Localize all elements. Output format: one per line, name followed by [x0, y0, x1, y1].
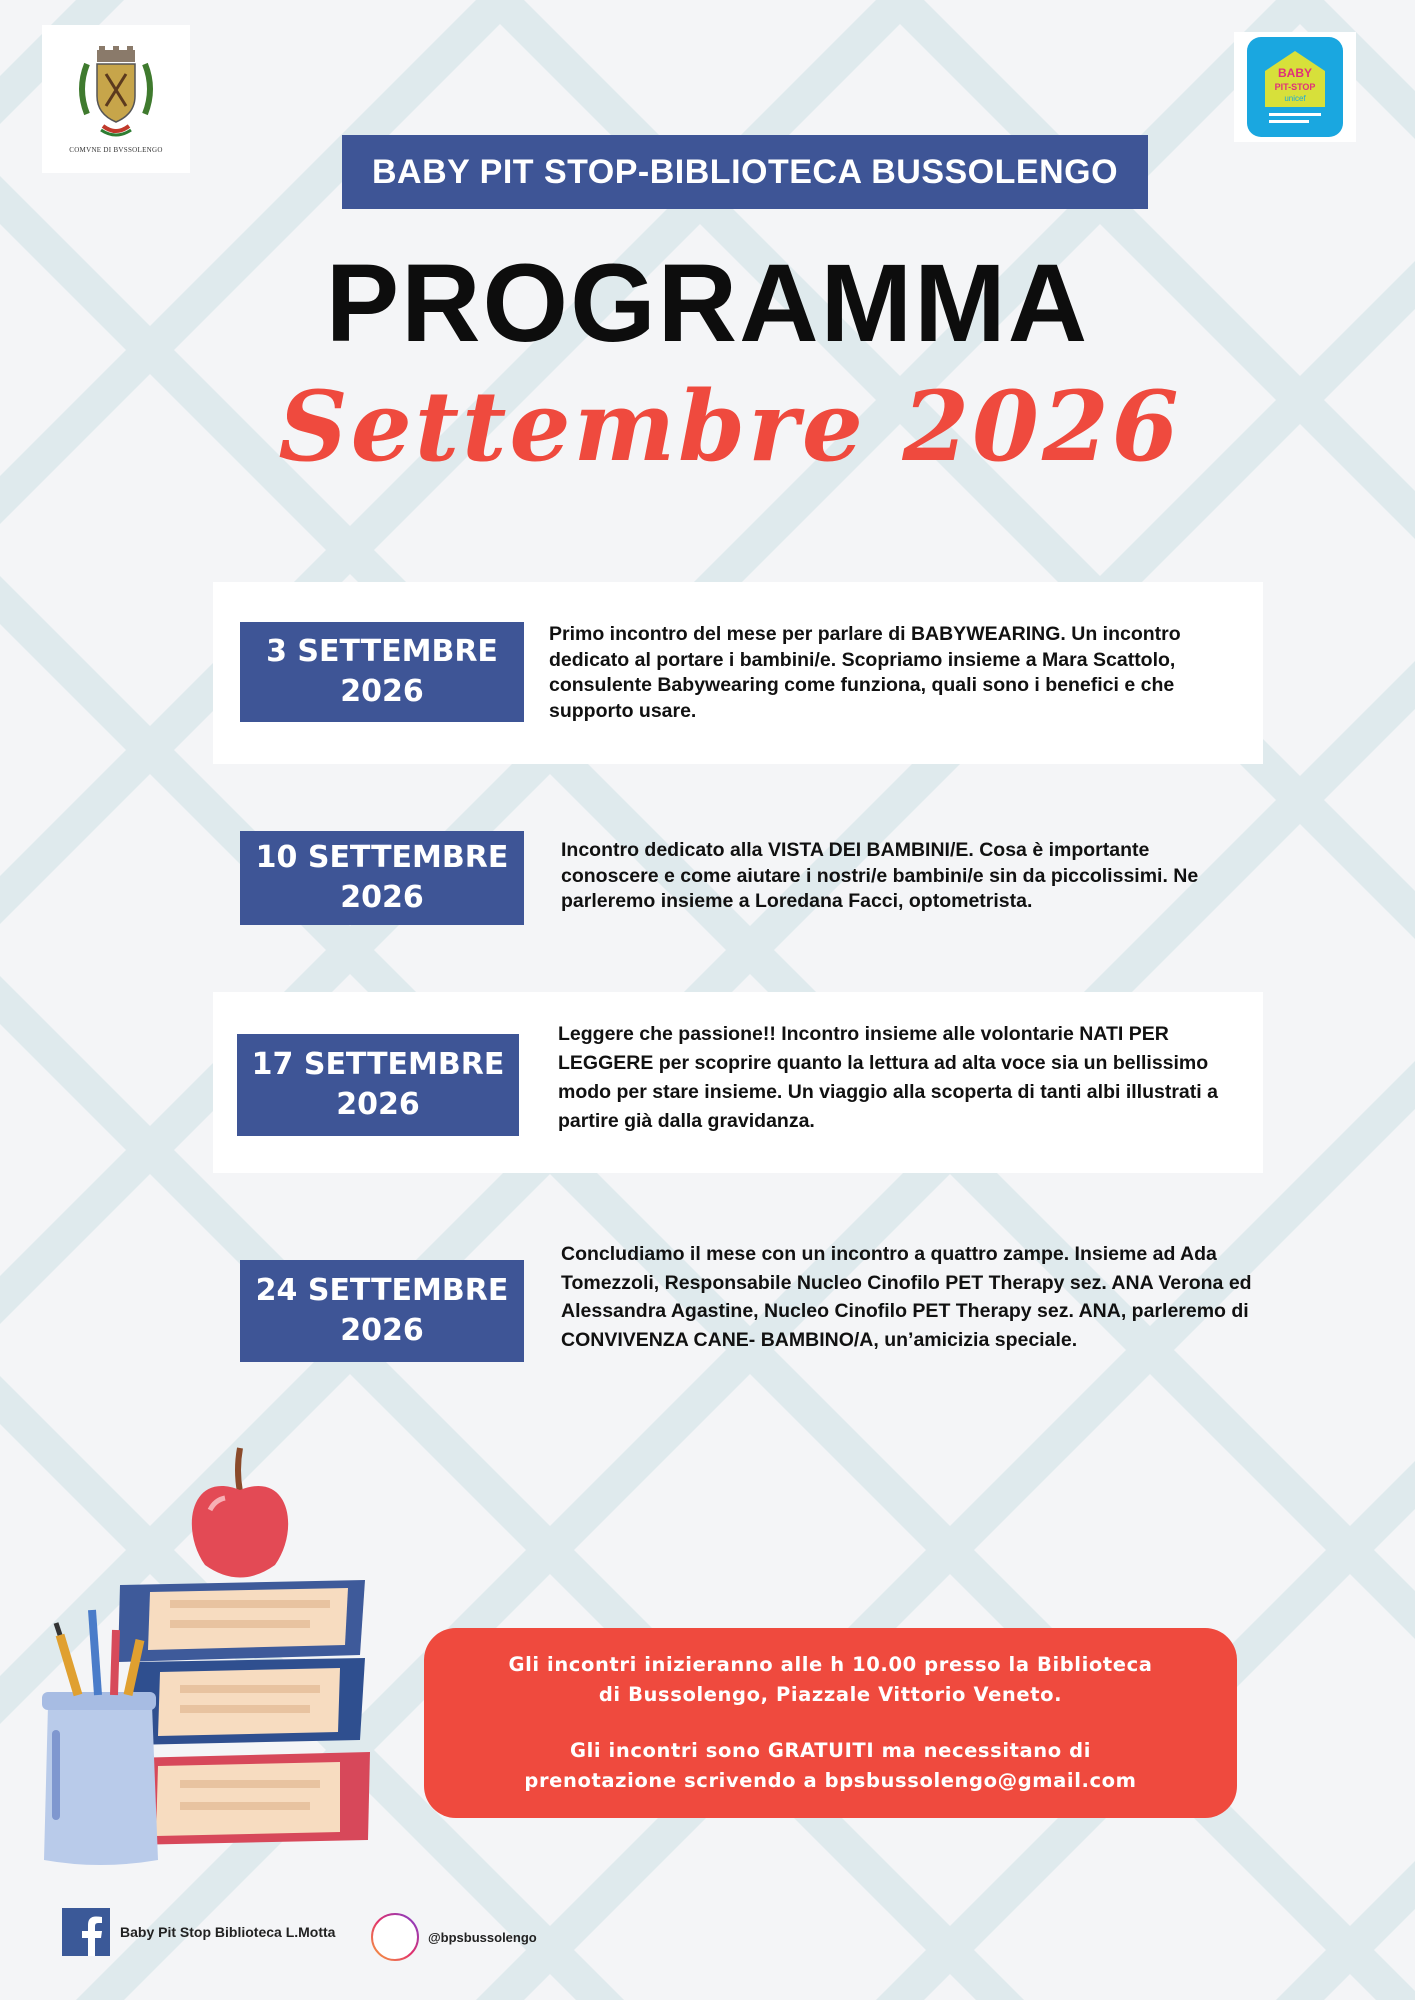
event-date-year: 2026 [340, 880, 424, 915]
svg-text:unicef: unicef [1284, 94, 1306, 103]
info-line-3: Gli incontri sono GRATUITI ma necessitano di [569, 1739, 1092, 1762]
instagram-label: @bpsbussolengo [428, 1929, 537, 1945]
event-description-3: Leggere che passione!! Incontro insieme alle volontarie NATI PER LEGGERE per scoprire quanto la lettura ad alta voce sia un bellissimo modo per stare insieme. Un viaggio alla scoperta di tanti albi illustrati a partire già dalla gravidanza. [558, 1023, 1218, 1132]
instagram-link[interactable] [370, 1912, 537, 1962]
instagram-icon [370, 1912, 420, 1962]
event-date-badge-3 [237, 1034, 519, 1136]
svg-text:BABY: BABY [1277, 66, 1313, 80]
event-date-day: 3 SETTEMBRE [266, 634, 498, 669]
event-date-year: 2026 [340, 1313, 424, 1348]
comune-caption: COMVNE DI BVSSOLENGO [69, 146, 163, 154]
info-line-4: prenotazione scrivendo a bpsbussolengo@gmail.com [524, 1769, 1137, 1792]
event-date-year: 2026 [336, 1087, 420, 1122]
info-line-1: Gli incontri inizieranno alle h 10.00 presso la Biblioteca [508, 1653, 1153, 1676]
month-title: Settembre 2026 [278, 370, 1182, 483]
page-title: PROGRAMMA [325, 242, 1090, 365]
info-banner [424, 1628, 1237, 1818]
event-description-2: Incontro dedicato alla VISTA DEI BAMBINI/E. Cosa è importante conoscere e come aiutare i nostri/e bambini/e sin da piccolissimi. Ne parleremo insieme a Loredana Facci, optometrista. [561, 839, 1199, 912]
babypitstop-logo [1234, 32, 1356, 142]
facebook-icon [62, 1908, 110, 1956]
comune-logo [42, 25, 190, 173]
info-line-2: di Bussolengo, Piazzale Vittorio Veneto. [598, 1683, 1063, 1706]
event-date-day: 17 SETTEMBRE [251, 1047, 505, 1082]
babypitstop-icon [1247, 37, 1343, 137]
event-date-day: 10 SETTEMBRE [255, 840, 509, 875]
event-date-year: 2026 [340, 674, 424, 709]
event-date-badge-1 [240, 622, 524, 722]
books-illustration [40, 1440, 380, 1870]
facebook-label: Baby Pit Stop Biblioteca L.Motta [120, 1924, 336, 1940]
header-banner: BABY PIT STOP-BIBLIOTECA BUSSOLENGO [342, 135, 1148, 209]
facebook-link[interactable] [62, 1908, 335, 1956]
event-date-badge-2 [240, 831, 524, 925]
svg-text:PIT-STOP: PIT-STOP [1274, 82, 1316, 92]
event-date-badge-4 [240, 1260, 524, 1362]
event-date-day: 24 SETTEMBRE [255, 1273, 509, 1308]
coat-of-arms-icon [73, 44, 159, 144]
event-description-4: Concludiamo il mese con un incontro a quattro zampe. Insieme ad Ada Tomezzoli, Responsabile Nucleo Cinofilo PET Therapy sez. ANA Verona ed Alessandra Agastine, Nucleo Cinofilo PET Therapy sez. ANA, parleremo di CONVIVENZA CANE- BAMBINO/A, un’amicizia speciale. [561, 1243, 1252, 1351]
event-description-1: Primo incontro del mese per parlare di BABYWEARING. Un incontro dedicato al portare i bambini/e. Scopriamo insieme a Mara Scattolo, consulente Babywearing come funziona, quali sono i benefici e che supporto usare. [549, 623, 1181, 722]
